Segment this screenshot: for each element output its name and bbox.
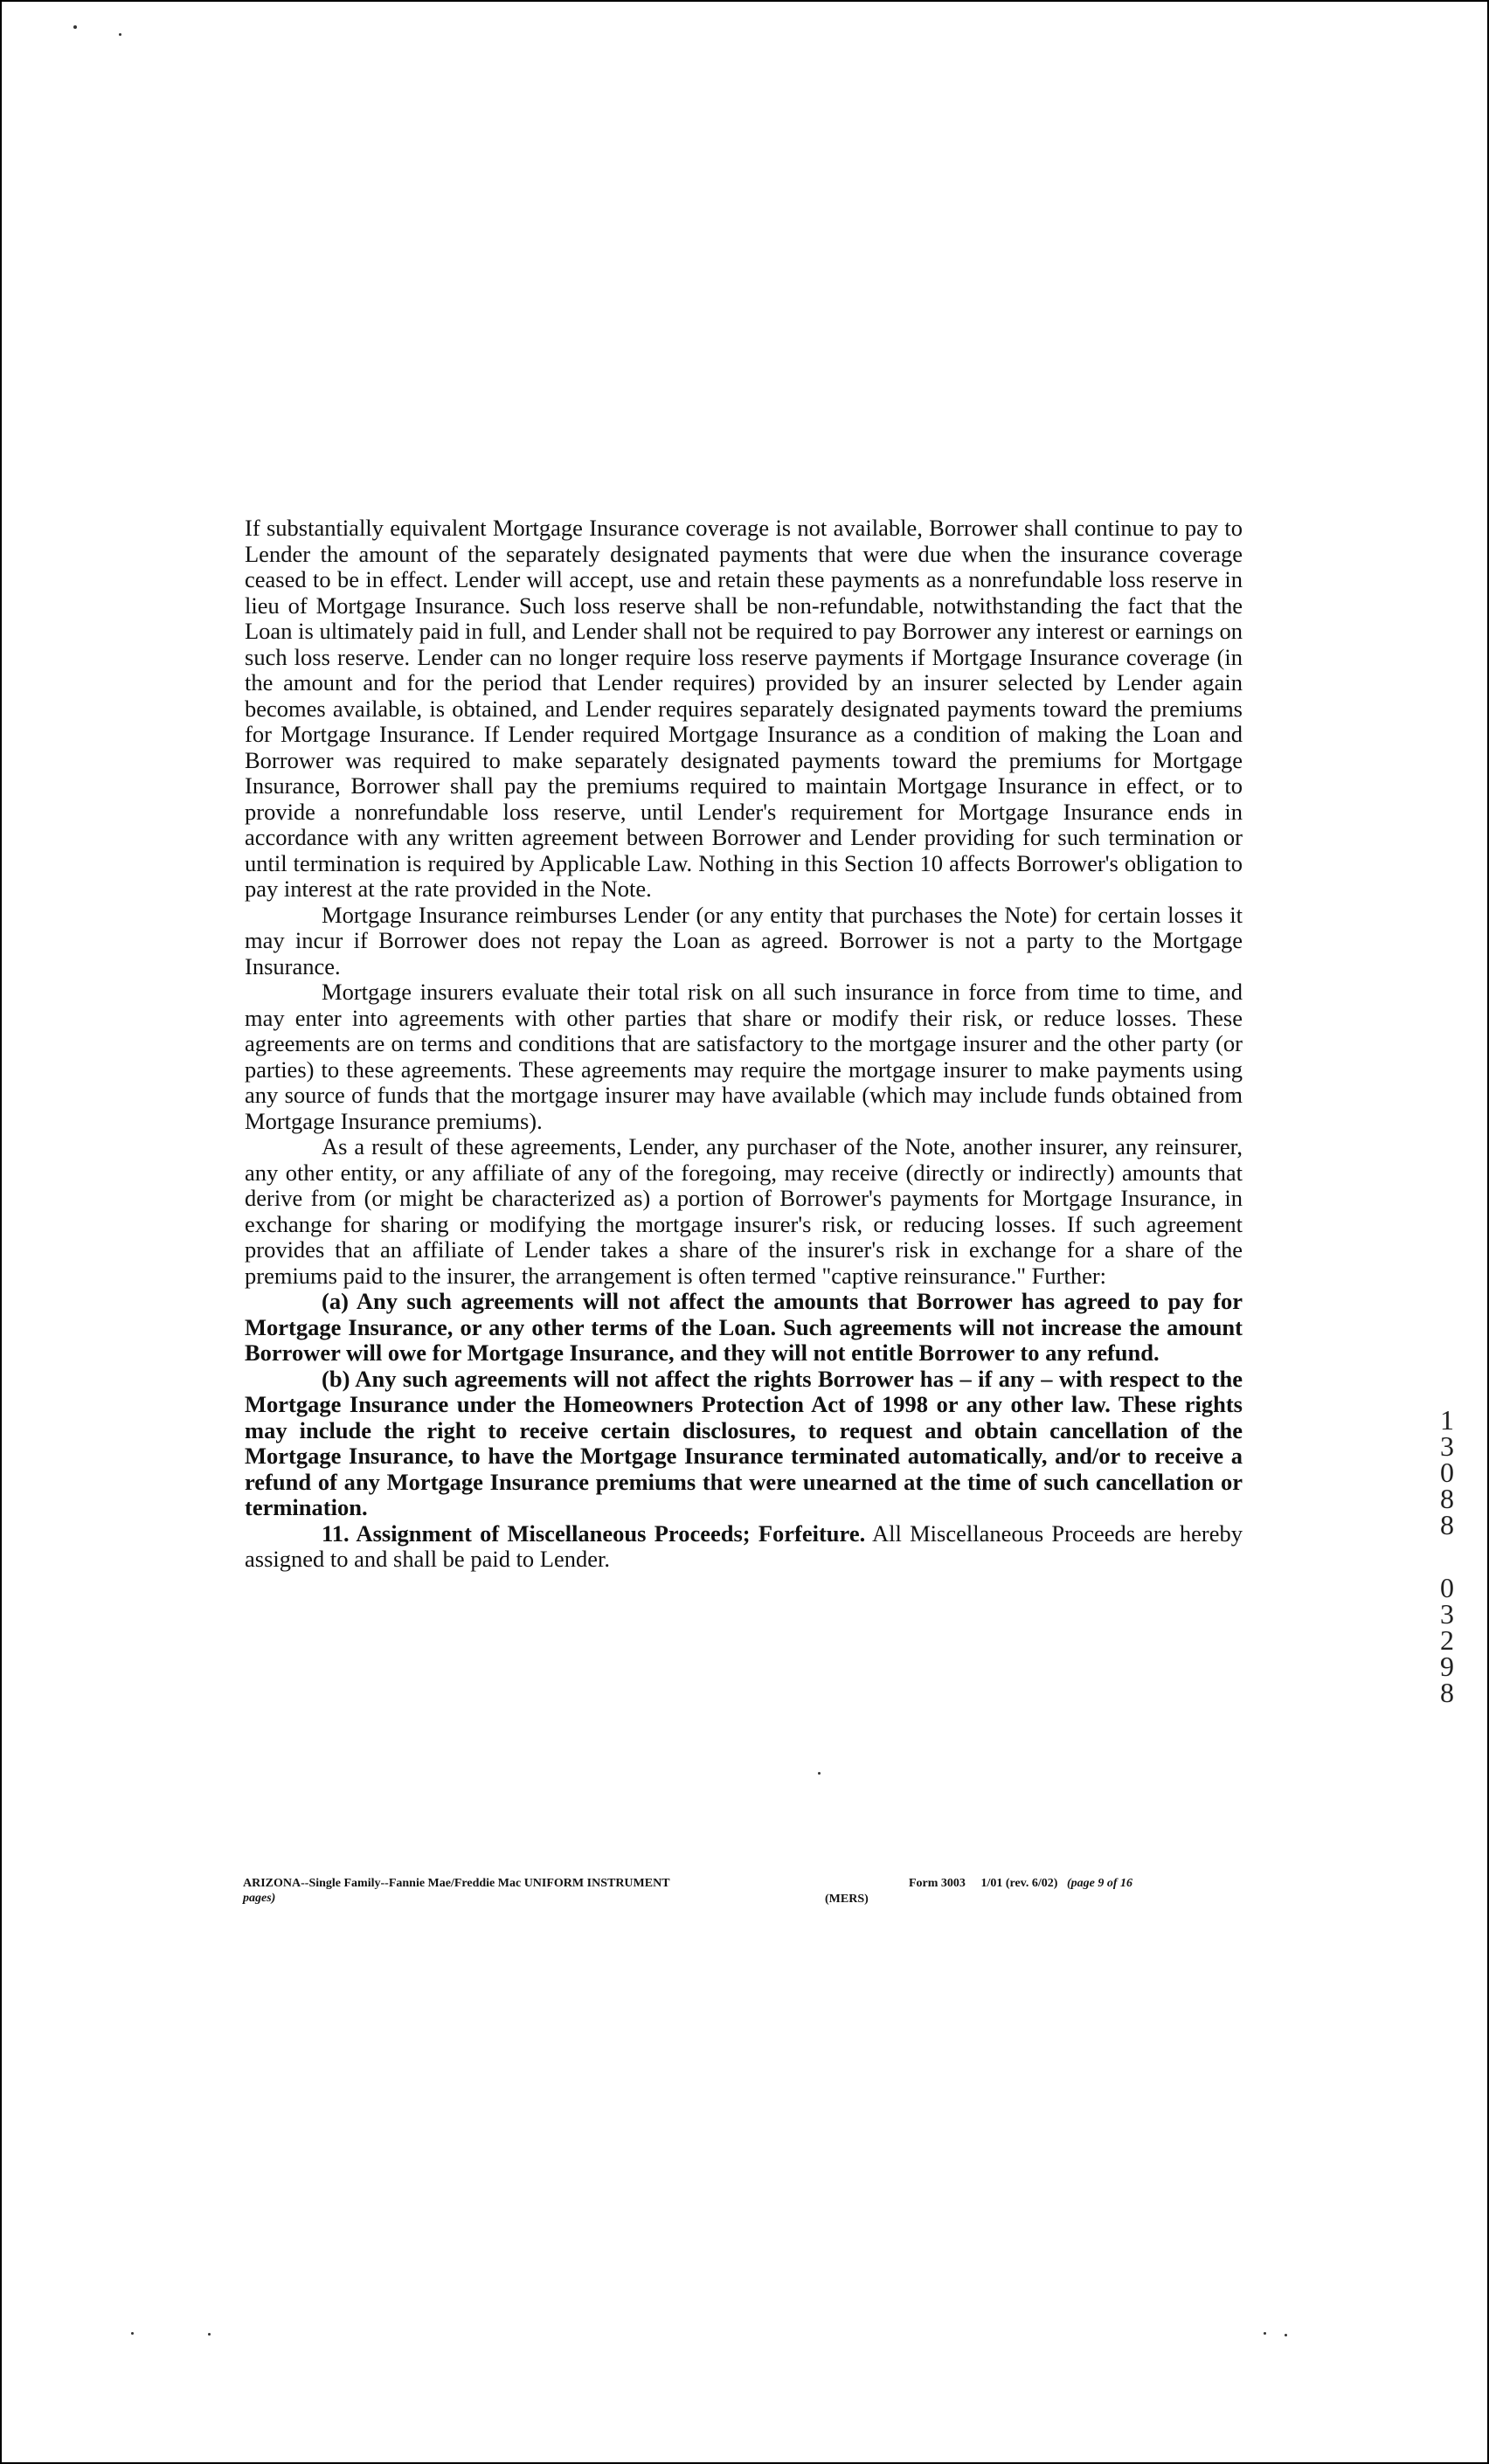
scan-speck	[131, 2332, 134, 2335]
footer-instrument-title	[243, 1876, 785, 1906]
section-11-text: All Miscellaneous Proceeds are hereby assigned to and shall be paid to Lender.	[245, 1519, 1243, 1572]
footer-form-date: 1/01 (rev. 6/02)	[980, 1877, 1058, 1890]
footer-form-info	[909, 1876, 1132, 1891]
paragraph-mortgage-insurance-reimburses: Mortgage Insurance reimburses Lender (or any entity that purchases the Note) for certain losses it may incur if Borrower does not repay the Loan as agreed. Borrower is not a party to the Mortgage Insurance.	[245, 901, 1243, 979]
scan-speck	[1285, 2334, 1287, 2336]
section-11-heading: 11. Assignment of Miscellaneous Proceeds; Forfeiture.	[322, 1519, 866, 1547]
paragraph-captive-reinsurance: As a result of these agreements, Lender, any purchaser of the Note, another insurer, any reinsurer, any other entity, or any affiliate of any of the foregoing, may receive (directly or indirectly) amounts that derive from (or might be characterized as) a portion of Borrower's payments for Mortgage Insurance, in exchange for sharing or modifying the mortgage insurer's risk, or reducing losses. If such agreement provides that an affiliate of Lender takes a share of the insurer's risk in exchange for a share of the premiums paid to the insurer, the arrangement is often termed "captive reinsurance." Further:	[245, 1133, 1243, 1289]
scan-speck	[119, 33, 121, 36]
document-body	[245, 516, 1243, 1573]
paragraph-mortgage-insurance-unavailable: If substantially equivalent Mortgage Insurance coverage is not available, Borrower shall continue to pay to Lender the amount of the separately designated payments that were due when the insurance coverage ceased to be in effect. Lender will accept, use and retain these payments as a nonrefundable loss reserve in lieu of Mortgage Insurance. Such loss reserve shall be non-refundable, notwithstanding the fact that the Loan is ultimately paid in full, and Lender shall not be required to pay Borrower any interest or earnings on such loss reserve. Lender can no longer require loss reserve payments if Mortgage Insurance coverage (in the amount and for the period that Lender requires) provided by an insurer selected by Lender again becomes available, is obtained, and Lender requires separately designated payments toward the premiums for Mortgage Insurance. If Lender required Mortgage Insurance as a condition of making the Loan and Borrower was required to make separately designated payments toward the premiums for Mortgage Insurance, Borrower shall pay the premiums required to maintain Mortgage Insurance in effect, or to provide a nonrefundable loss reserve, until Lender's requirement for Mortgage Insurance ends in accordance with any written agreement between Borrower and Lender providing for such termination or until termination is required by Applicable Law. Nothing in this Section 10 affects Borrower's obligation to pay interest at the rate provided in the Note.	[245, 515, 1243, 902]
footer-pages-line: pages)	[243, 1892, 276, 1905]
stamp-digit: 0	[1440, 1572, 1454, 1603]
stamp-digit: 0	[1440, 1457, 1454, 1488]
scan-speck	[1264, 2332, 1266, 2335]
paragraph-clause-b: (b) Any such agreements will not affect the rights Borrower has – if any – with respect to the Mortgage Insurance under the Homeowners Protection Act of 1998 or any other law. These rights may include the right to receive certain disclosures, to request and obtain cancellation of the Mortgage Insurance, to have the Mortgage Insurance terminated automatically, and/or to receive a refund of any Mortgage Insurance premiums that were unearned at the time of such cancellation or termination.	[245, 1365, 1243, 1520]
footer-instrument-line: ARIZONA--Single Family--Fannie Mae/Freddie Mac UNIFORM INSTRUMENT	[243, 1877, 670, 1890]
scan-speck	[208, 2333, 211, 2336]
scan-speck	[73, 25, 77, 29]
stamp-gap	[1434, 1538, 1460, 1575]
stamp-digit: 9	[1440, 1651, 1454, 1682]
stamp-digit: 3	[1440, 1598, 1454, 1630]
stamp-digit: 1	[1440, 1404, 1454, 1436]
footer-page-number: (page 9 of 16	[1066, 1877, 1132, 1890]
paragraph-clause-a: (a) Any such agreements will not affect the amounts that Borrower has agreed to pay for Mortgage Insurance, or any other terms of the Loan. Such agreements will not increase the amount Borrower will owe for Mortgage Insurance, and they will not entitle Borrower to any refund.	[245, 1288, 1243, 1366]
scan-speck	[818, 1772, 821, 1775]
footer-form-number: Form 3003	[909, 1877, 966, 1890]
stamp-digit: 2	[1440, 1624, 1454, 1656]
stamp-digit: 8	[1440, 1677, 1454, 1708]
paragraph-mortgage-insurers-evaluate: Mortgage insurers evaluate their total risk on all such insurance in force from time to time, and may enter into agreements with other parties that share or modify their risk, or reduce losses. These agreements are on terms and conditions that are satisfactory to the mortgage insurer and the other party (or parties) to these agreements. These agreements may require the mortgage insurer to make payments using any source of funds that the mortgage insurer may have available (which may include funds obtained from Mortgage Insurance premiums).	[245, 979, 1243, 1134]
footer-mers: (MERS)	[825, 1893, 869, 1906]
stamp-digit: 8	[1440, 1509, 1454, 1540]
stamp-digit: 8	[1440, 1483, 1454, 1514]
margin-document-number	[1434, 1404, 1460, 1708]
stamp-digit: 3	[1440, 1430, 1454, 1462]
paragraph-section-11	[245, 1521, 1243, 1573]
